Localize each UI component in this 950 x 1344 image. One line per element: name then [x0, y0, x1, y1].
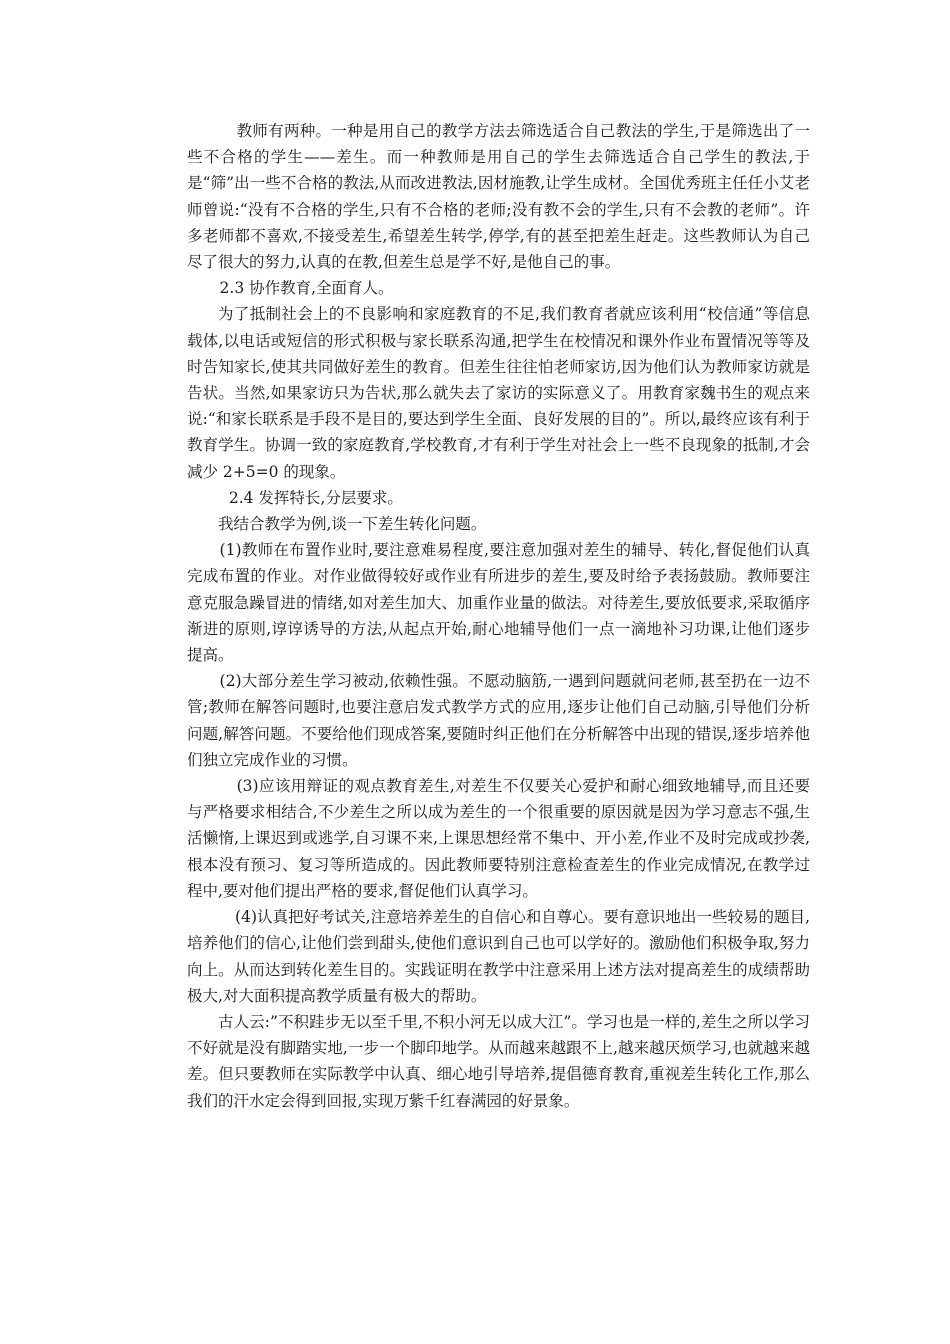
list-item-4: (4)认真把好考试关,注意培养差生的自信心和自尊心。要有意识地出一些较易的题目,培养他们的信心,让他们尝到甜头,使他们意识到自己也可以学好的。激励他们积极争取,努力向上。从而达到转化差生目的。实践证明在教学中注意采用上述方法对提高差生的成绩帮助极大,对大面积提高教学质量有极大的帮助。	[187, 908, 810, 1005]
paragraph-teaching-example: 我结合教学为例,谈一下差生转化问题。	[218, 515, 487, 534]
section-heading-2-3: 2.3 协作教育,全面育人。	[219, 279, 394, 298]
list-item-2: (2)大部分差生学习被动,依赖性强。不愿动脑筋,一遇到问题就问老师,甚至扔在一边不管;教师在解答问题时,也要注意启发式教学方式的应用,逐步让他们自己动脑,引导他们分析问题,解答问题。不要给他们现成答案,要随时纠正他们在分析解答中出现的错误,逐步培养他们独立完成作业的习惯。	[187, 672, 810, 769]
paragraph-conclusion: 古人云:”不积跬步无以至千里,不积小河无以成大江”。学习也是一样的,差生之所以学习不好就是没有脚踏实地,一步一个脚印地学。从而越来越跟不上,越来越厌烦学习,也就越来越差。但只要教师在实际教学中认真、细心地引导培养,提倡德育教育,重视差生转化工作,那么我们的汗水定会得到回报,实现万紫千红春满园的好景象。	[187, 1012, 810, 1110]
section-heading-2-4: 2.4 发挥特长,分层要求。	[228, 488, 403, 507]
paragraph-teachers-two-kinds: 教师有两种。一种是用自己的教学方法去筛选适合自己教法的学生,于是筛选出了一些不合格的学生——差生。而一种教师是用自己的学生去筛选适合自己学生的教法,于是“筛”出一些不合格的教法,从而改进教法,因材施教,让学生成材。全国优秀班主任任小艾老师曾说:“没有不合格的学生,只有不合格的老师;没有教不会的学生,只有不会教的老师”。许多老师都不喜欢,不接受差生,希望差生转学,停学,有的甚至把差生赶走。这些教师认为自己尽了很大的努力,认真的在教,但差生总是学不好,是他自己的事。	[187, 122, 810, 272]
paragraph-cooperative-education: 为了抵制社会上的不良影响和家庭教育的不足,我们教育者就应该利用“校信通”等信息载体,以电话或短信的形式积极与家长联系沟通,把学生在校情况和课外作业布置情况等等及时告知家长,使其共同做好差生的教育。但差生往往怕老师家访,因为他们认为教师家访就是告状。当然,如果家访只为告状,那么就失去了家访的实际意义了。用教育家魏书生的观点来说:“和家长联系是手段不是目的,要达到学生全面、良好发展的目的”。所以,最终应该有利于教育学生。协调一致的家庭教育,学校教育,才有利于学生对社会上一些不良现象的抵制,才会减少 2+5=0 的现象。	[187, 305, 810, 481]
document-page	[187, 118, 810, 1114]
list-item-3: (3)应该用辩证的观点教育差生,对差生不仅要关心爱护和耐心细致地辅导,而且还要与严格要求相结合,不少差生之所以成为差生的一个很重要的原因就是因为学习意志不强,生活懒惰,上课迟到或逃学,自习课不来,上课思想经常不集中、开小差,作业不及时完成或抄袭,根本没有预习、复习等所造成的。因此教师要特别注意检查差生的作业完成情况,在教学过程中,要对他们提出严格的要求,督促他们认真学习。	[187, 777, 810, 900]
list-item-1: (1)教师在布置作业时,要注意难易程度,要注意加强对差生的辅导、转化,督促他们认真完成布置的作业。对作业做得较好或作业有所进步的差生,要及时给予表扬鼓励。教师要注意克服急躁冒进的情绪,如对差生加大、加重作业量的做法。对待差生,要放低要求,采取循序渐进的原则,谆谆诱导的方法,从起点开始,耐心地辅导他们一点一滴地补习功课,让他们逐步提高。	[187, 541, 810, 665]
